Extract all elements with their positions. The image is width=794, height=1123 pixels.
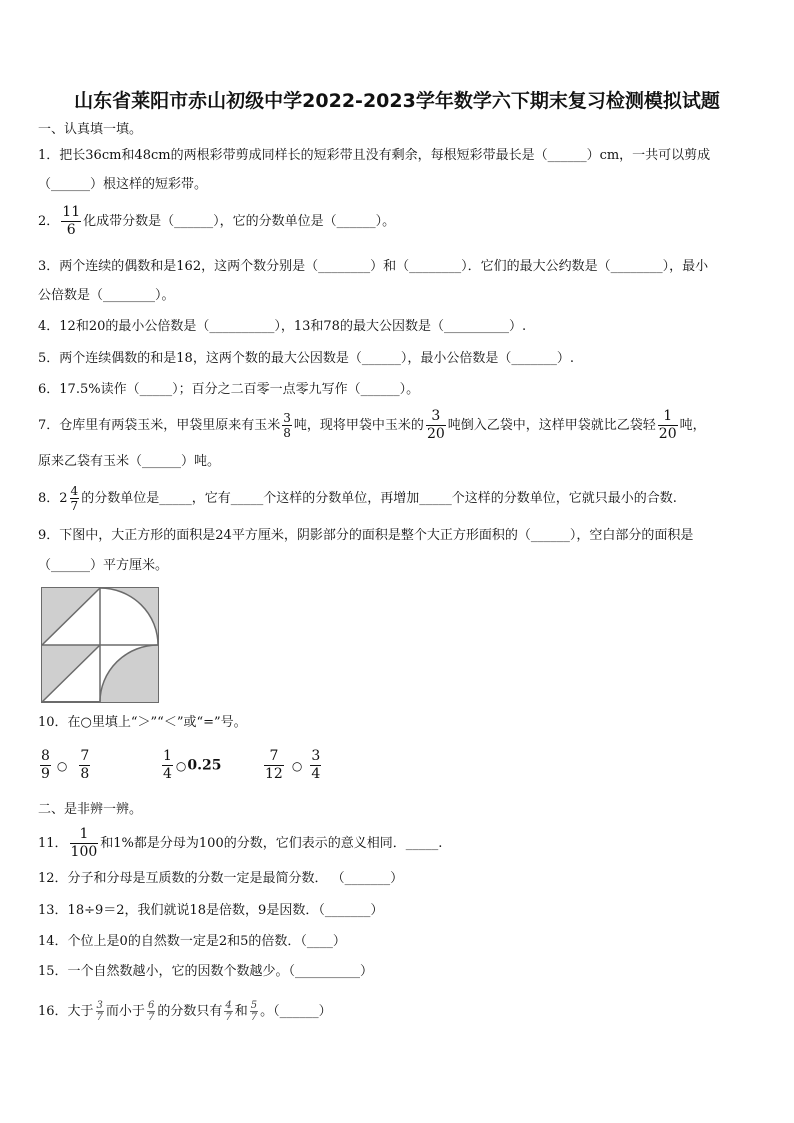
compare-circle[interactable]: ○ <box>291 758 303 773</box>
question-8 <box>38 484 677 513</box>
denominator: 7 <box>96 1012 103 1023</box>
question-11 <box>38 826 442 861</box>
denominator: 8 <box>283 426 291 440</box>
question-9-line-2: （______）平方厘米。 <box>38 558 169 573</box>
fraction <box>61 204 81 239</box>
numerator: 4 <box>225 1000 232 1011</box>
question-text: 化成带分数是（______），它的分数单位是（______）。 <box>83 214 396 229</box>
question-5: 5．两个连续偶数的和是18，这两个数的最大公因数是（______），最小公倍数是（_______）. <box>38 351 574 366</box>
numerator: 3 <box>96 1000 103 1011</box>
fraction <box>224 1000 232 1023</box>
denominator: 20 <box>426 426 445 442</box>
question-14: 14．个位上是0的自然数一定是2和5的倍数．（____） <box>38 934 346 949</box>
fraction <box>40 748 51 783</box>
square-figure <box>40 586 160 704</box>
compare-item-3 <box>262 748 323 783</box>
section-heading-fill: 一、认真填一填。 <box>38 122 143 137</box>
fraction <box>250 1000 258 1023</box>
fraction <box>282 411 292 440</box>
fraction <box>162 748 173 783</box>
denominator: 4 <box>311 766 321 782</box>
decimal-value: 0.25 <box>187 757 222 774</box>
question-number: 8．2 <box>38 491 68 506</box>
numerator: 8 <box>41 748 50 764</box>
question-7-line-1 <box>38 408 706 443</box>
compare-item-1 <box>38 748 92 783</box>
question-number: 11． <box>38 836 68 851</box>
page-title: 山东省莱阳市赤山初级中学2022-2023学年数学六下期末复习检测模拟试题 <box>74 90 720 112</box>
denominator: 7 <box>250 1012 258 1023</box>
numerator: 1 <box>70 826 99 844</box>
fraction <box>426 408 446 443</box>
denominator: 8 <box>80 766 90 782</box>
compare-circle[interactable]: ○ <box>56 758 68 773</box>
denominator: 9 <box>41 766 50 782</box>
denominator: 7 <box>225 1012 232 1023</box>
denominator: 7 <box>147 1012 155 1023</box>
numerator: 1 <box>163 748 172 764</box>
section-heading-judge: 二、是非辨一辨。 <box>38 802 143 817</box>
numerator: 11 <box>62 204 81 220</box>
numerator: 3 <box>311 748 321 764</box>
denominator: 4 <box>163 766 172 782</box>
question-9-line-1: 9．下图中，大正方形的面积是24平方厘米，阴影部分的面积是整个大正方形面积的（______），空白部分的面积是 <box>38 528 694 543</box>
question-number: 2． <box>38 214 60 229</box>
question-text: 吨，现将甲袋中玉米的 <box>293 418 424 433</box>
fraction <box>658 408 678 443</box>
numerator: 1 <box>658 408 678 426</box>
fraction <box>70 484 80 513</box>
question-15: 15．一个自然数越小，它的因数个数越少。（__________） <box>38 964 374 979</box>
question-text: 的分数单位是_____，它有_____个这样的分数单位，再增加_____个这样的分数单位，它就只最小的合数. <box>81 491 677 506</box>
denominator: 12 <box>265 766 283 782</box>
compare-item-2 <box>160 748 222 783</box>
question-text: 和 <box>234 1004 248 1019</box>
numerator: 5 <box>250 1000 258 1011</box>
question-12: 12．分子和分母是互质数的分数一定是最简分数． （_______） <box>38 871 404 886</box>
numerator: 7 <box>80 748 90 764</box>
compare-circle[interactable]: ○ <box>175 758 187 773</box>
question-1-line-2: （______）根这样的短彩带。 <box>38 177 208 192</box>
question-text: 的分数只有 <box>157 1004 223 1019</box>
fraction <box>70 826 99 861</box>
fraction <box>79 748 90 783</box>
question-text: 吨倒入乙袋中，这样甲袋就比乙袋轻 <box>447 418 656 433</box>
numerator: 7 <box>264 748 284 766</box>
question-4: 4．12和20的最小公倍数是（__________），13和78的最大公因数是（__________）. <box>38 319 527 334</box>
question-text: 16．大于 <box>38 1004 94 1019</box>
fraction <box>147 1000 155 1023</box>
fraction <box>310 748 321 783</box>
question-16 <box>38 1000 332 1023</box>
fraction <box>96 1000 104 1023</box>
question-7-line-2: 原来乙袋有玉米（______）吨。 <box>38 454 221 469</box>
numerator: 4 <box>70 484 79 498</box>
denominator: 6 <box>66 222 76 238</box>
question-13: 13．18÷9＝2，我们就说18是倍数，9是因数．（_______） <box>38 903 384 918</box>
question-text: 而小于 <box>105 1004 145 1019</box>
question-3-line-1: 3．两个连续的偶数和是162，这两个数分别是（________）和（________）．它们的最大公约数是（________），最小 <box>38 259 709 274</box>
question-text: 7．仓库里有两袋玉米，甲袋里原来有玉米 <box>38 418 281 433</box>
denominator: 100 <box>70 844 98 860</box>
numerator: 3 <box>283 411 291 425</box>
denominator: 20 <box>658 426 677 442</box>
numerator: 6 <box>147 1000 155 1011</box>
question-3-line-2: 公倍数是（________）。 <box>38 288 175 303</box>
fraction <box>264 748 284 783</box>
question-text: 。（______） <box>260 1004 332 1019</box>
numerator: 3 <box>426 408 446 426</box>
question-2 <box>38 204 395 239</box>
question-text: 吨， <box>679 418 706 433</box>
question-6: 6．17.5%读作（_____）；百分之二百零一点零九写作（______）。 <box>38 382 420 397</box>
question-1-line-1: 1．把长36cm和48cm的两根彩带剪成同样长的短彩带且没有剩余，每根短彩带最长是（______）cm，一共可以剪成 <box>38 148 711 163</box>
question-10: 10．在○里填上“＞”“＜”或“=”号。 <box>38 715 247 730</box>
denominator: 7 <box>70 499 79 513</box>
question-text: 和1%都是分母为100的分数，它们表示的意义相同．_____. <box>100 836 443 851</box>
